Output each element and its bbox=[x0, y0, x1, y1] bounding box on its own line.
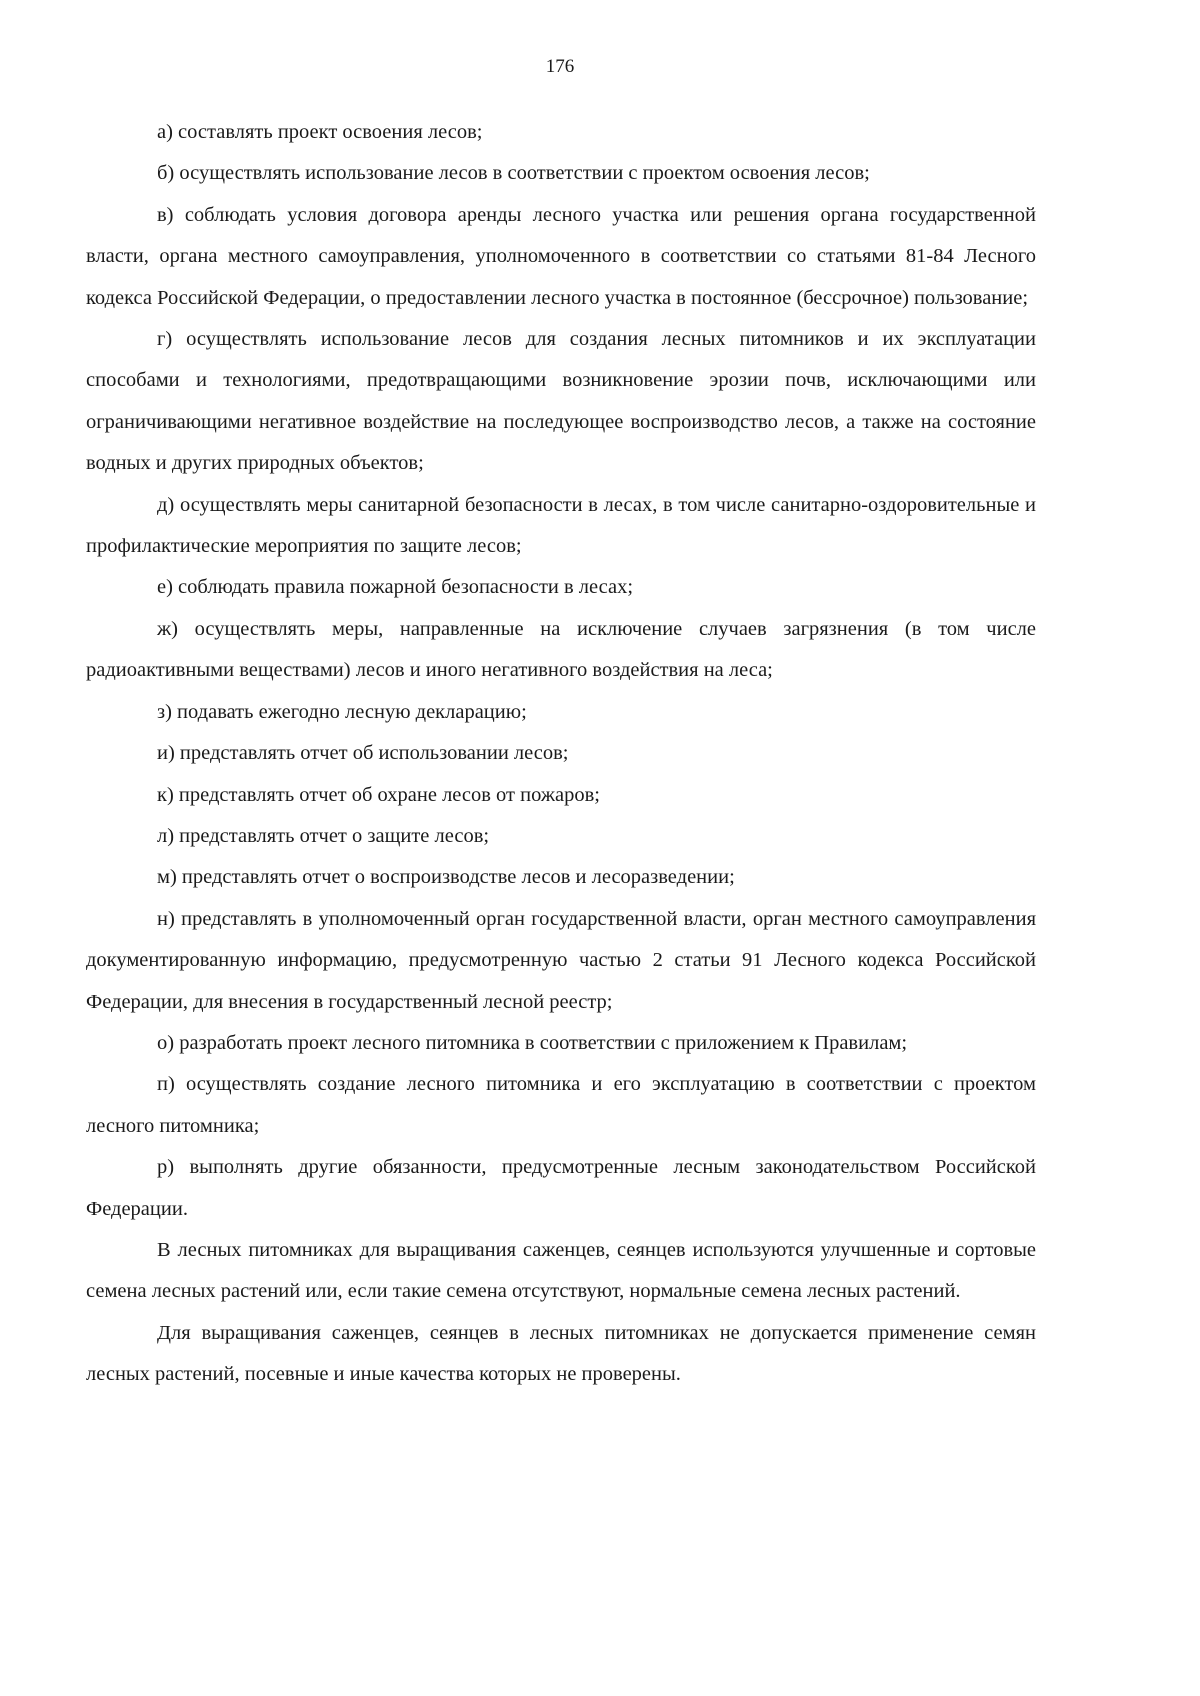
paragraph-zh: ж) осуществлять меры, направленные на исключение случаев загрязнения (в том числе радиоактивными веществами) лесов и иного негативного воздействия на леса; bbox=[86, 617, 1036, 682]
paragraph-z: з) подавать ежегодно лесную декларацию; bbox=[157, 700, 527, 723]
paragraph-e: е) соблюдать правила пожарной безопасности в лесах; bbox=[157, 576, 634, 599]
paragraph-a: а) составлять проект освоения лесов; bbox=[157, 121, 483, 143]
paragraph-g: г) осуществлять использование лесов для создания лесных питомников и их эксплуатации способами и технологиями, предотвращающими возникновение эрозии почв, исключающими или ограничивающими негативное воздействие на последующее воспроизводство лесов, а также на состояние водных и других природных объектов; bbox=[86, 328, 1036, 475]
paragraph-k: к) представлять отчет об охране лесов от пожаров; bbox=[157, 783, 600, 806]
body-text bbox=[86, 112, 1036, 1396]
paragraph-m: м) представлять отчет о воспроизводстве лесов и лесоразведении; bbox=[157, 866, 735, 889]
paragraph-v: в) соблюдать условия договора аренды лесного участка или решения органа государственной власти, органа местного самоуправления, уполномоченного в соответствии со статьями 81-84 Лесного кодекса Российской Федерации, о предоставлении лесного участка в постоянное (бессрочное) пользование; bbox=[86, 203, 1036, 309]
page-number: 176 bbox=[545, 56, 575, 77]
paragraph-d: д) осуществлять меры санитарной безопасности в лесах, в том числе санитарно-оздоровительные и профилактические мероприятия по защите лесов; bbox=[86, 493, 1036, 558]
paragraph-b: б) осуществлять использование лесов в соответствии с проектом освоения лесов; bbox=[157, 162, 870, 185]
paragraph-seeds-unverified: Для выращивания саженцев, сеянцев в лесных питомниках не допускается применение семян лесных растений, посевные и иные качества которых не проверены. bbox=[86, 1321, 1036, 1386]
paragraph-p: п) осуществлять создание лесного питомника и его эксплуатацию в соответствии с проектом лесного питомника; bbox=[86, 1073, 1036, 1137]
paragraph-r: р) выполнять другие обязанности, предусмотренные лесным законодательством Российской Федерации. bbox=[86, 1156, 1036, 1220]
paragraph-l: л) представлять отчет о защите лесов; bbox=[157, 824, 490, 847]
paragraph-n: н) представлять в уполномоченный орган государственной власти, орган местного самоуправления документированную информацию, предусмотренную частью 2 статьи 91 Лесного кодекса Российской Федерации, для внесения в государственный лесной реестр; bbox=[86, 907, 1036, 1013]
paragraph-o: о) разработать проект лесного питомника в соответствии с приложением к Правилам; bbox=[157, 1031, 908, 1054]
paragraph-seeds-improved: В лесных питомниках для выращивания саженцев, сеянцев используются улучшенные и сортовые семена лесных растений или, если такие семена отсутствуют, нормальные семена лесных растений. bbox=[86, 1238, 1036, 1303]
paragraph-i: и) представлять отчет об использовании лесов; bbox=[157, 742, 569, 765]
